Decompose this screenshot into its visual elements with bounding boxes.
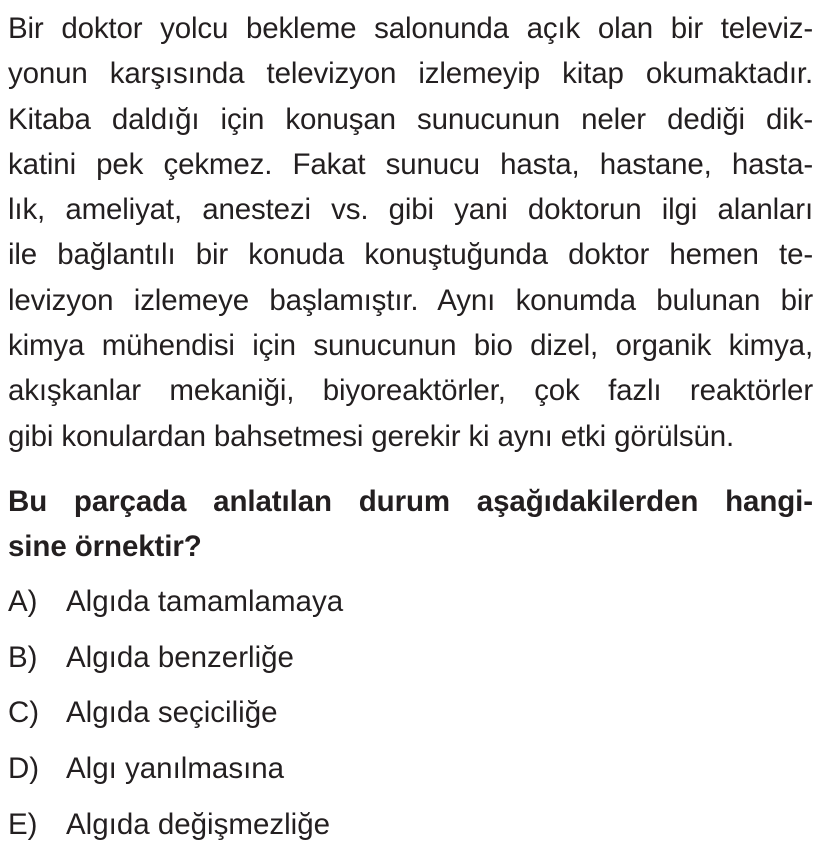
answer-options: [8, 579, 813, 857]
option-text: Algıda tamamlamaya: [66, 584, 344, 618]
option-letter: C): [8, 696, 40, 730]
passage-line: akışkanlar mekaniği, biyoreaktörler, çok fazlı reaktörler: [8, 374, 813, 408]
option-c[interactable]: [8, 690, 813, 746]
question-stem: [8, 479, 813, 569]
option-text: Algı yanılmasına: [66, 752, 285, 786]
passage-text: [8, 0, 813, 459]
option-letter: D): [8, 752, 40, 786]
option-e[interactable]: [8, 802, 813, 858]
passage-line: levizyon izlemeye başlamıştır. Aynı konumda bulunan bir: [8, 283, 813, 317]
option-a[interactable]: [8, 579, 813, 635]
passage-line: Kitaba daldığı için konuşan sunucunun neler dediği dik-: [8, 102, 813, 136]
option-letter: A): [8, 584, 38, 618]
option-text: Algıda benzerliğe: [66, 640, 294, 674]
option-text: Algıda seçiciliğe: [66, 696, 278, 730]
passage-line: yonun karşısında televizyon izlemeyip kitap okumaktadır.: [8, 57, 813, 91]
passage-line: gibi konulardan bahsetmesi gerekir ki aynı etki görülsün.: [8, 419, 735, 453]
question-line: sine örnektir?: [8, 529, 202, 563]
passage-line: Bir doktor yolcu bekleme salonunda açık olan bir televiz-: [8, 12, 813, 45]
option-d[interactable]: [8, 746, 813, 802]
option-b[interactable]: [8, 635, 813, 691]
question-line: Bu parçada anlatılan durum aşağıdakilerden hangi-: [8, 484, 813, 518]
option-letter: E): [8, 807, 38, 841]
passage-line: lık, ameliyat, anestezi vs. gibi yani doktorun ilgi alanları: [8, 193, 813, 227]
option-letter: B): [8, 640, 38, 674]
passage-line: kimya mühendisi için sunucunun bio dizel, organik kimya,: [8, 329, 813, 363]
passage-line: katini pek çekmez. Fakat sunucu hasta, hastane, hasta-: [8, 147, 813, 181]
option-text: Algıda değişmezliğe: [66, 807, 331, 841]
passage-line: ile bağlantılı bir konuda konuştuğunda doktor hemen te-: [8, 238, 813, 272]
question-page: [8, 0, 813, 857]
